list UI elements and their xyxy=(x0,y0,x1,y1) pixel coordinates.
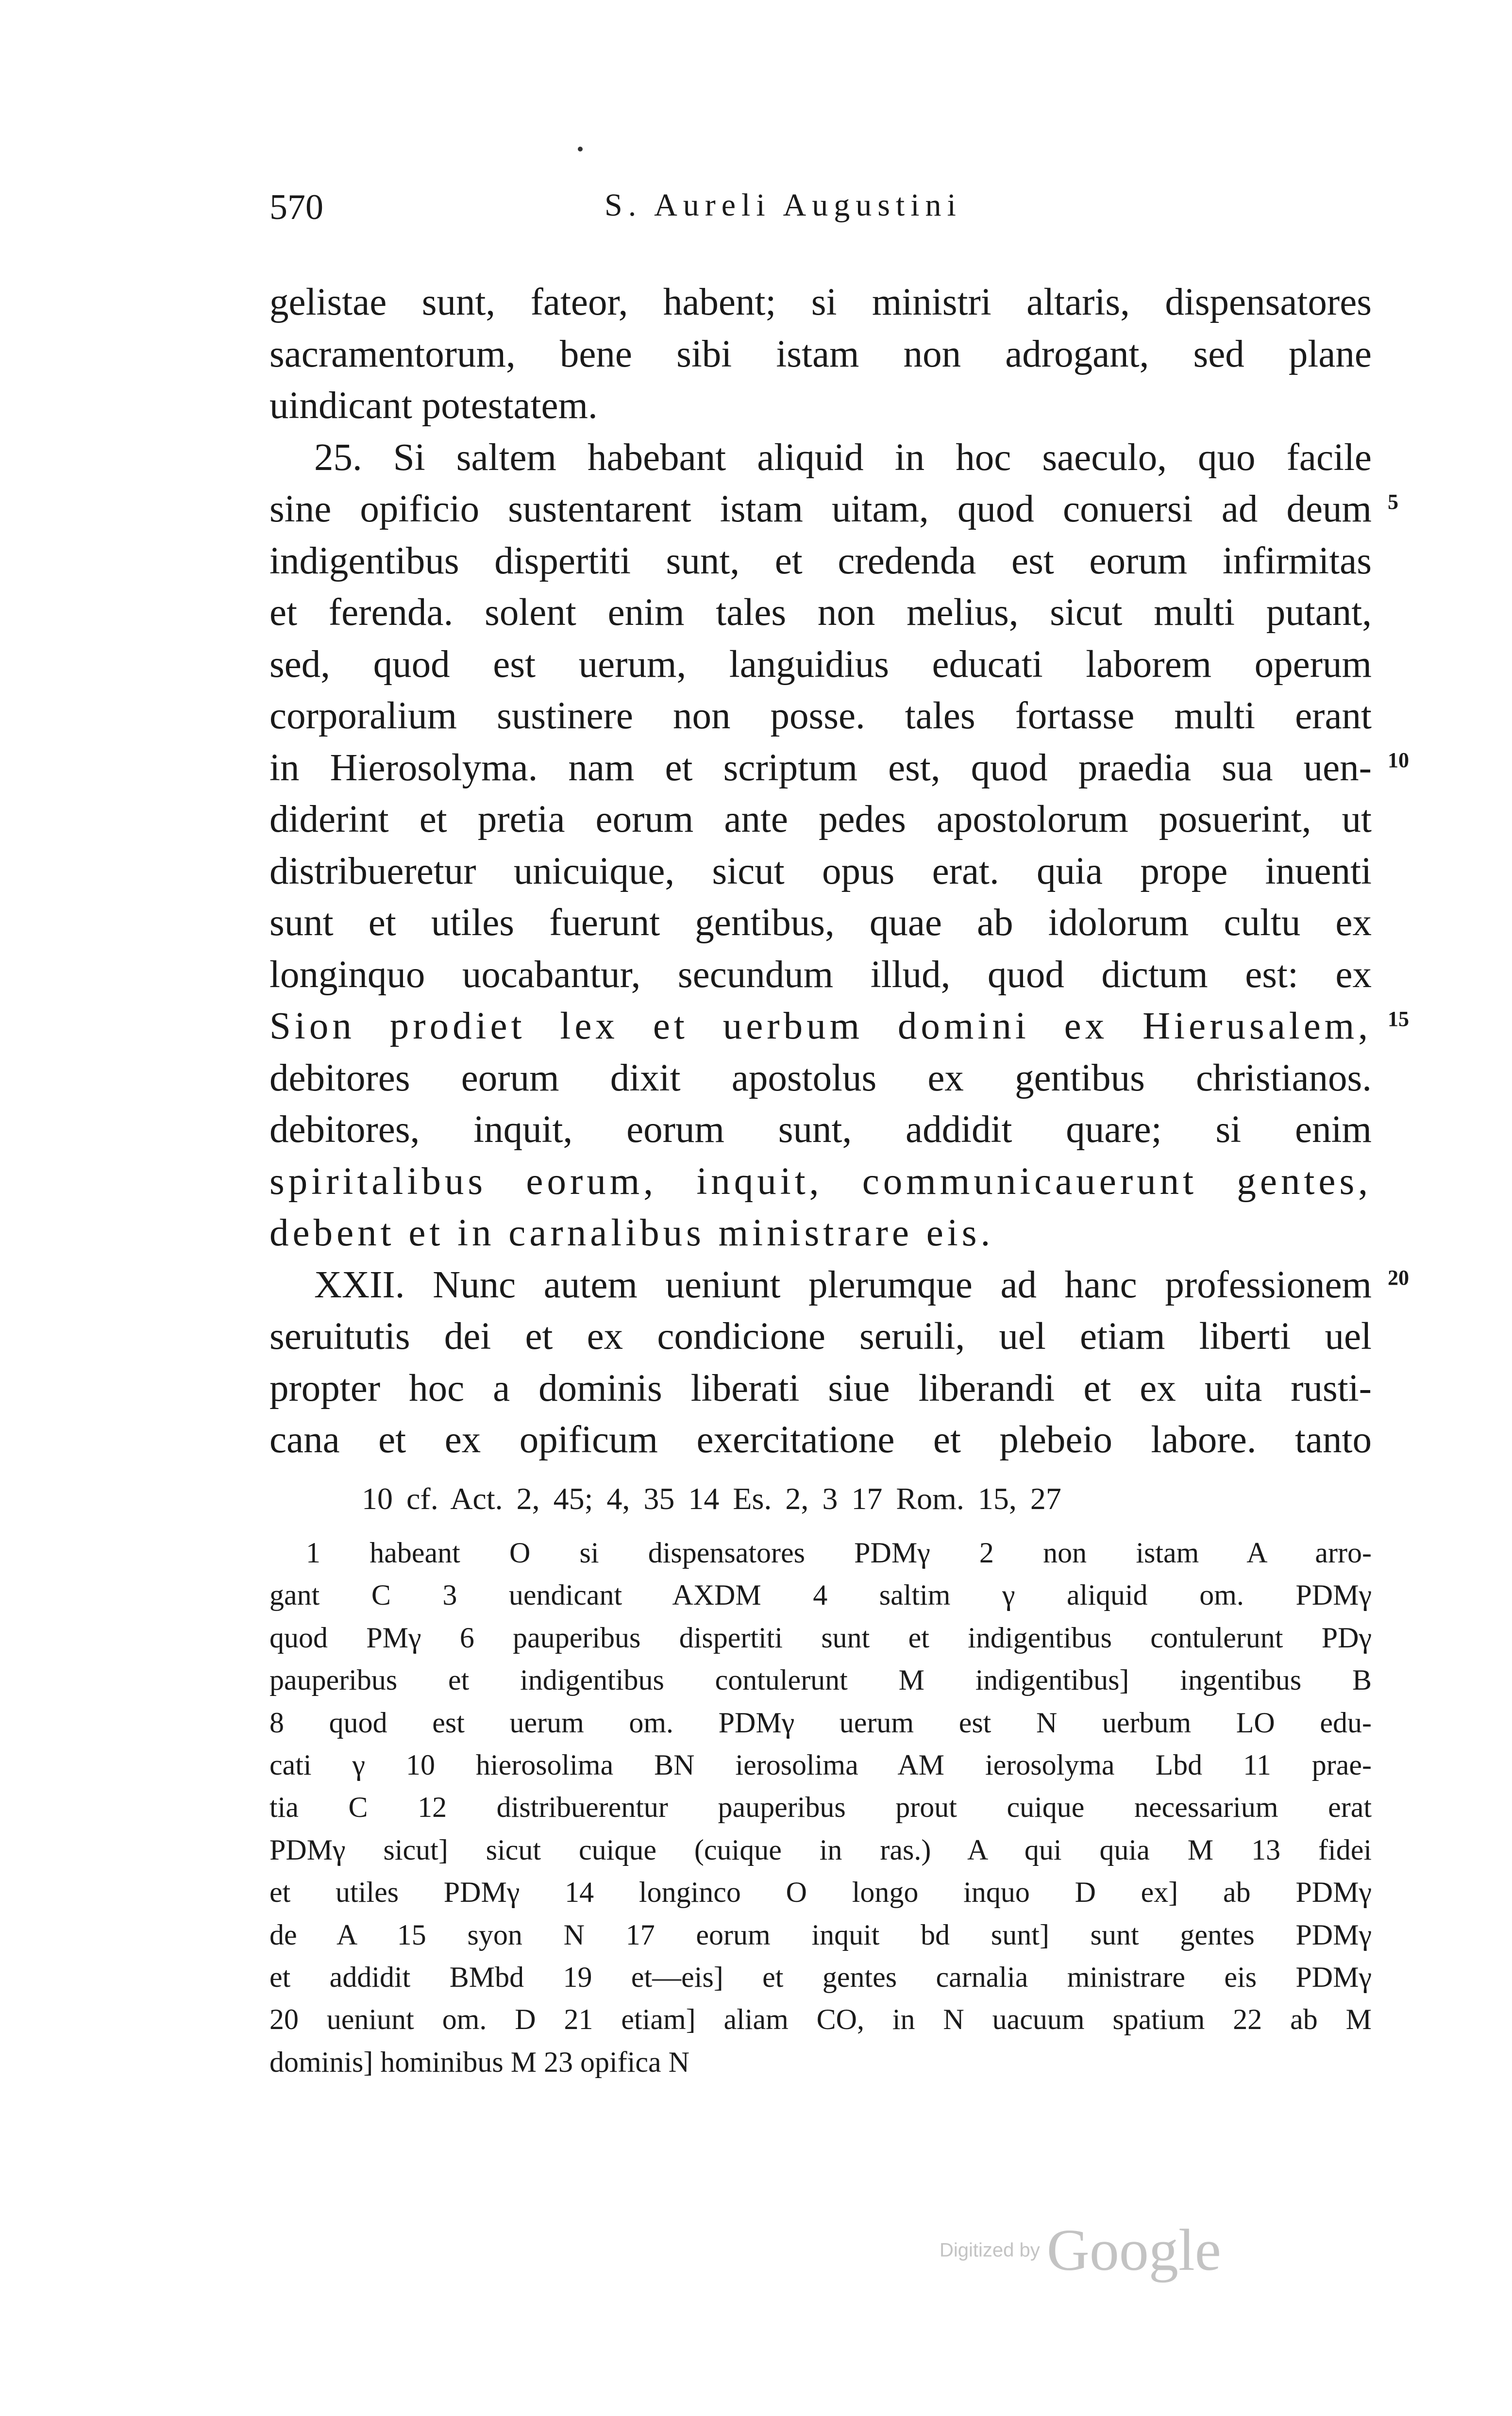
text-line: Sion prodiet lex et uerbum domini ex Hierusalem, xyxy=(269,1005,1372,1047)
google-watermark xyxy=(940,2216,1221,2284)
apparatus-line: 8 quod est uerum om. PDMγ uerum est N uerbum LO edu- xyxy=(269,1706,1372,1739)
page-number: 570 xyxy=(269,187,323,227)
apparatus-line: tia C 12 distribuerentur pauperibus prout cuique necessarium erat xyxy=(269,1791,1372,1824)
apparatus-line: pauperibus et indigentibus contulerunt M indigentibus] ingentibus B xyxy=(269,1664,1372,1696)
apparatus-line: gant C 3 uendicant AXDM 4 saltim γ aliquid om. PDMγ xyxy=(269,1579,1372,1611)
google-logo: Google xyxy=(1046,2217,1221,2283)
apparatus-line: et addidit BMbd 19 et—eis] et gentes carnalia ministrare eis PDMγ xyxy=(269,1961,1372,1993)
page-header xyxy=(269,187,1216,235)
margin-line-number: 15 xyxy=(1388,1007,1409,1031)
text-line: seruitutis dei et ex condicione seruili, uel etiam liberti uel xyxy=(269,1315,1372,1358)
text-line: uindicant potestatem. xyxy=(269,385,598,427)
apparatus-line: PDMγ sicut] sicut cuique (cuique in ras.) A qui quia M 13 fidei xyxy=(269,1833,1372,1866)
margin-line-number: 5 xyxy=(1388,490,1398,514)
text-line: indigentibus dispertiti sunt, et credenda est eorum infirmitas xyxy=(269,539,1372,582)
text-line: XXII. Nunc autem ueniunt plerumque ad hanc professionem xyxy=(314,1263,1372,1306)
apparatus-line: 20 ueniunt om. D 21 etiam] aliam CO, in N uacuum spatium 22 ab M xyxy=(269,2003,1372,2036)
apparatus-line: dominis] hominibus M 23 opifica N xyxy=(269,2046,689,2078)
text-line: diderint et pretia eorum ante pedes apostolorum posuerint, ut xyxy=(269,798,1372,840)
text-line: debitores, inquit, eorum sunt, addidit quare; si enim xyxy=(269,1108,1372,1151)
text-line: distribueretur unicuique, sicut opus erat. quia prope inuenti xyxy=(269,850,1372,892)
text-line: longinquo uocabantur, secundum illud, quod dictum est: ex xyxy=(269,953,1372,996)
text-line: 25. Si saltem habebant aliquid in hoc saeculo, quo facile xyxy=(314,436,1372,479)
text-line: sed, quod est uerum, languidius educati laborem operum xyxy=(269,643,1372,686)
apparatus-line: et utiles PDMγ 14 longinco O longo inquo D ex] ab PDMγ xyxy=(269,1876,1372,1909)
watermark-prefix: Digitized by xyxy=(940,2239,1040,2261)
text-line: sine opificio sustentarent istam uitam, quod conuersi ad deum xyxy=(269,488,1372,530)
ink-dot xyxy=(578,147,583,151)
text-line: spiritalibus eorum, inquit, communicauerunt gentes, xyxy=(269,1160,1372,1203)
text-line: propter hoc a dominis liberati siue liberandi et ex uita rusti- xyxy=(269,1367,1372,1409)
margin-line-number: 20 xyxy=(1388,1266,1409,1290)
critical-apparatus xyxy=(269,1532,1372,2083)
apparatus-line: cati γ 10 hierosolima BN ierosolima AM ierosolyma Lbd 11 prae- xyxy=(269,1748,1372,1781)
scripture-references: 10 cf. Act. 2, 45; 4, 35 14 Es. 2, 3 17 Rom. 15, 27 xyxy=(362,1481,1061,1516)
apparatus-line: 1 habeant O si dispensatores PDMγ 2 non istam A arro- xyxy=(306,1537,1372,1569)
text-line: sacramentorum, bene sibi istam non adrogant, sed plane xyxy=(269,333,1372,375)
running-title: S. Aureli Augustini xyxy=(605,187,962,223)
apparatus-line: de A 15 syon N 17 eorum inquit bd sunt] sunt gentes PDMγ xyxy=(269,1918,1372,1951)
margin-line-number: 10 xyxy=(1388,748,1409,772)
text-line: gelistae sunt, fateor, habent; si ministri altaris, dispensatores xyxy=(269,281,1372,323)
text-line: debitores eorum dixit apostolus ex gentibus christianos. xyxy=(269,1057,1372,1099)
text-line: sunt et utiles fuerunt gentibus, quae ab idolorum cultu ex xyxy=(269,902,1372,944)
text-line: et ferenda. solent enim tales non melius, sicut multi putant, xyxy=(269,591,1372,634)
apparatus-line: quod PMγ 6 pauperibus dispertiti sunt et indigentibus contulerunt PDγ xyxy=(269,1621,1372,1654)
text-line: debent et in carnalibus ministrare eis. xyxy=(269,1212,994,1254)
text-line: corporalium sustinere non posse. tales fortasse multi erant xyxy=(269,695,1372,737)
text-line: in Hierosolyma. nam et scriptum est, quod praedia sua uen- xyxy=(269,746,1372,789)
text-line: cana et ex opificum exercitatione et plebeio labore. tanto xyxy=(269,1419,1372,1461)
main-text xyxy=(269,277,1372,1466)
